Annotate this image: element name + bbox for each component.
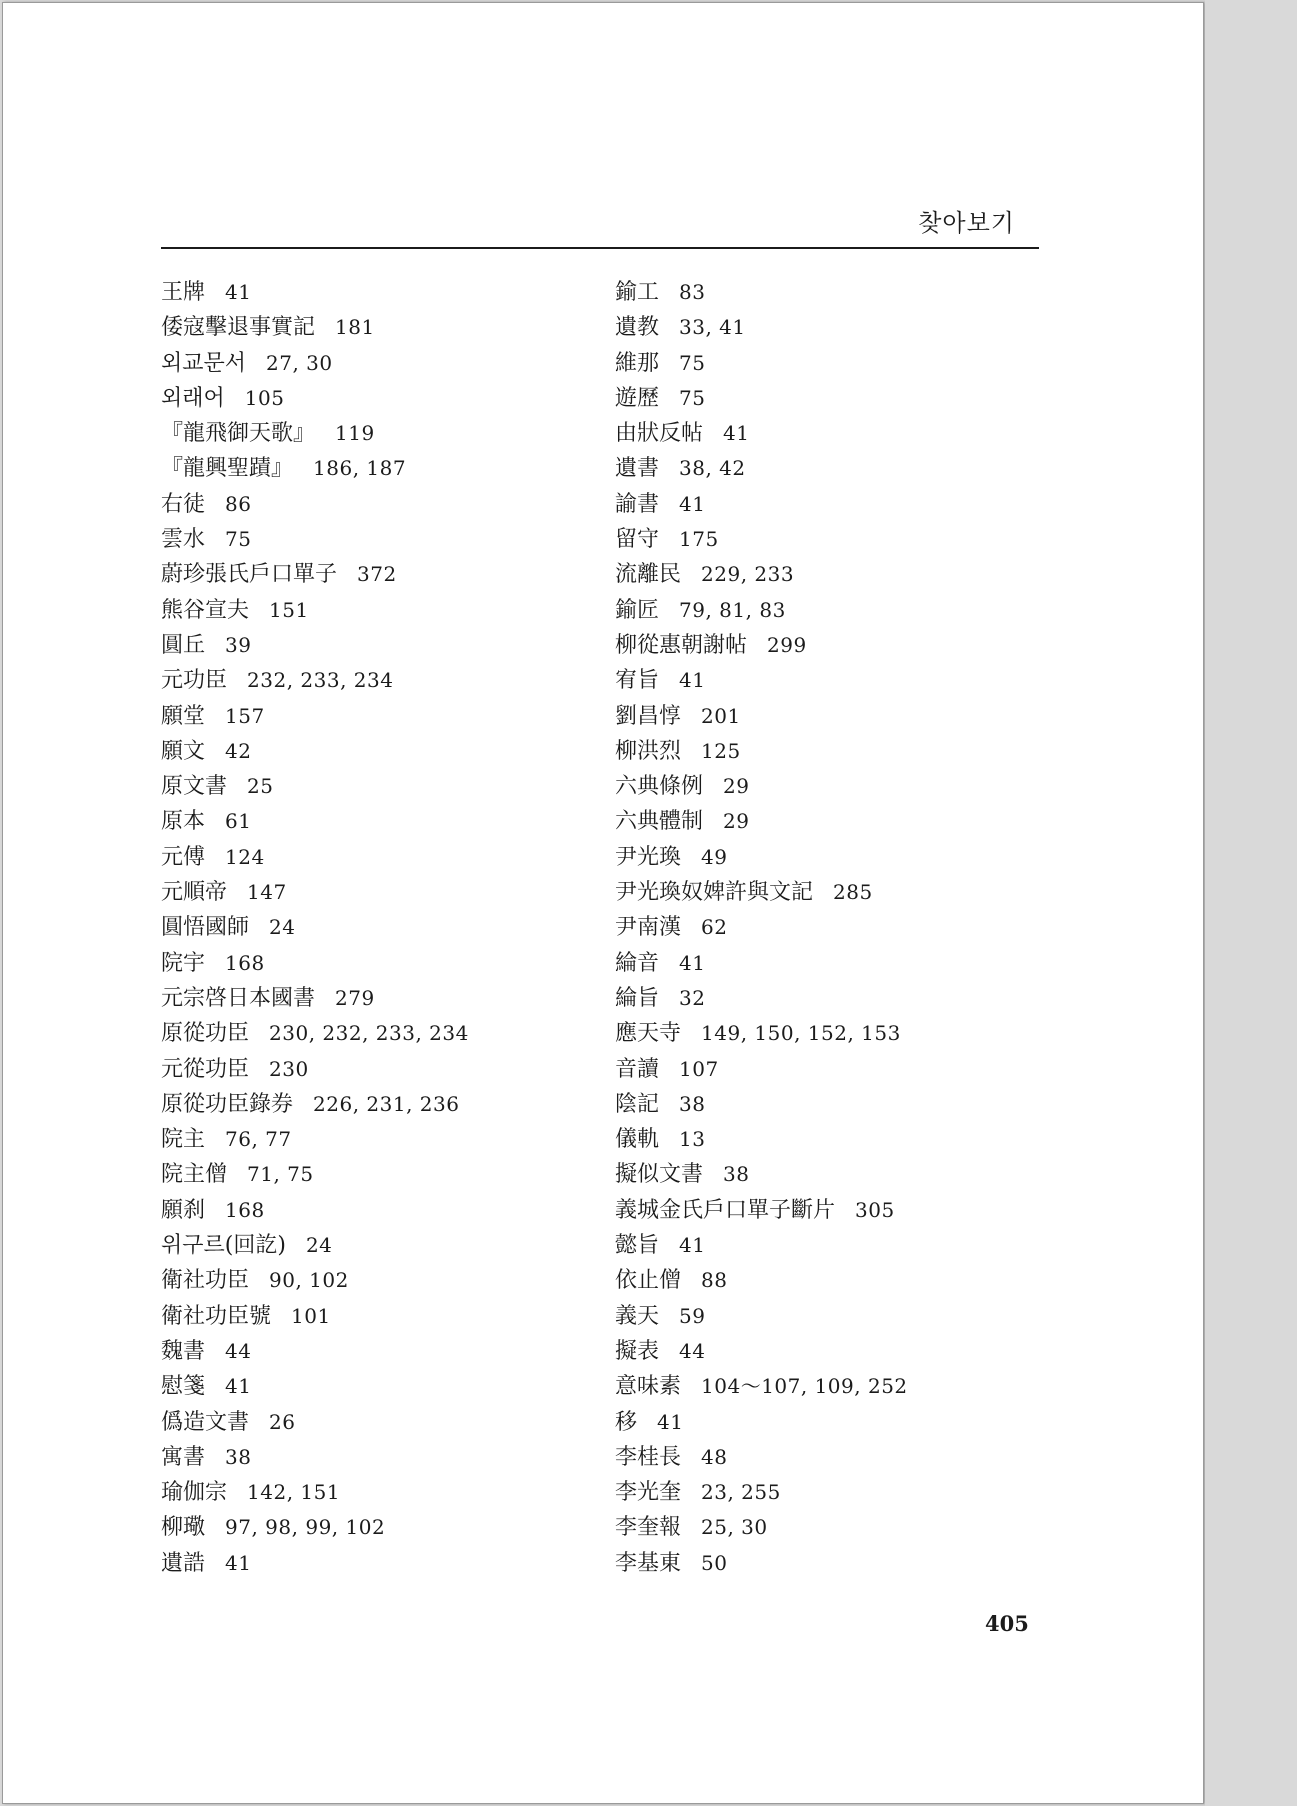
book-page (2, 2, 1204, 1804)
index-term: 擬似文書 (615, 1162, 704, 1188)
index-term: 依止僧 (615, 1268, 682, 1294)
index-entry (161, 1299, 469, 1334)
index-page-refs: 59 (679, 1303, 706, 1328)
index-entry (161, 381, 469, 416)
index-page-refs: 29 (723, 774, 750, 799)
index-term: 意味素 (615, 1374, 682, 1400)
index-entry (161, 1440, 469, 1475)
index-page-refs: 44 (225, 1338, 252, 1363)
index-page-refs: 41 (679, 950, 706, 975)
index-term: 蔚珍張氏戶口單子 (161, 562, 338, 588)
index-term: 義城金氏戶口單子斷片 (615, 1197, 836, 1223)
index-page-refs: 142, 151 (247, 1480, 341, 1505)
index-term: 衛社功臣 (161, 1268, 250, 1294)
index-entry (615, 1405, 908, 1440)
index-term: 王牌 (161, 280, 206, 305)
index-page-refs: 39 (225, 632, 252, 657)
index-term: 尹光瑍 (615, 844, 682, 870)
index-term: 李基東 (615, 1550, 682, 1576)
index-entry (161, 1087, 469, 1122)
index-entry (615, 981, 908, 1016)
index-term: 柳洪烈 (615, 738, 682, 764)
index-entry (615, 1228, 908, 1263)
index-term: 宥旨 (615, 668, 660, 694)
index-entry (615, 557, 908, 592)
index-page-refs: 24 (305, 1233, 333, 1258)
index-page-refs: 50 (701, 1550, 728, 1575)
index-entry (161, 910, 469, 945)
index-term: 외교문서 (161, 350, 247, 376)
index-page-refs: 41 (657, 1409, 684, 1434)
index-entry (161, 1263, 469, 1298)
index-entry (161, 557, 469, 592)
index-entry (161, 1510, 469, 1545)
index-entry (161, 522, 469, 557)
index-page-refs: 41 (723, 421, 750, 446)
index-term: 遺教 (615, 315, 660, 341)
index-term: 音讀 (615, 1056, 660, 1082)
index-entry (161, 1334, 469, 1369)
index-entry (615, 1510, 908, 1545)
index-page-refs: 61 (225, 809, 252, 834)
index-entry (615, 593, 908, 628)
index-term: 劉昌惇 (615, 703, 682, 729)
index-page-refs: 104～107, 109, 252 (701, 1374, 908, 1399)
index-entry (615, 769, 908, 804)
index-page-refs: 157 (225, 703, 265, 728)
index-page-refs: 24 (269, 915, 296, 940)
index-term: 熊谷宣夫 (161, 597, 250, 623)
index-term: 倭寇擊退事實記 (161, 315, 316, 341)
index-entry (615, 1087, 908, 1122)
index-page-refs: 168 (225, 950, 265, 975)
index-page-refs: 201 (701, 703, 741, 728)
index-page-refs: 62 (701, 915, 728, 940)
index-page-refs: 32 (679, 985, 706, 1010)
index-term: 외래어 (161, 385, 225, 411)
index-entry (161, 593, 469, 628)
index-page-refs: 41 (225, 280, 252, 304)
index-term: 遺誥 (161, 1550, 206, 1576)
index-page-refs: 181 (335, 315, 375, 340)
index-entry (161, 628, 469, 663)
index-term: 李奎報 (615, 1515, 682, 1541)
index-entry (615, 875, 908, 910)
index-entry (161, 1369, 469, 1404)
index-page-refs: 26 (269, 1409, 296, 1434)
viewer-background (1205, 0, 1297, 1806)
index-entry (615, 1369, 908, 1404)
index-term: 李光奎 (615, 1480, 682, 1506)
index-term: 雲水 (161, 527, 206, 553)
index-page-refs: 79, 81, 83 (679, 597, 786, 622)
index-term: 尹南漢 (615, 915, 682, 941)
index-entry (615, 522, 908, 557)
index-page-refs: 229, 233 (701, 562, 795, 587)
index-term: 原從功臣錄券 (161, 1091, 294, 1117)
index-page-refs: 88 (701, 1268, 728, 1293)
index-entry (615, 663, 908, 698)
index-entry (161, 275, 469, 310)
index-page-refs: 97, 98, 99, 102 (225, 1515, 386, 1540)
index-term: 元功臣 (161, 668, 228, 694)
index-entry (615, 1475, 908, 1510)
index-entry (615, 699, 908, 734)
index-term: 應天寺 (615, 1021, 682, 1047)
index-page-refs: 151 (269, 597, 309, 622)
index-entry (615, 734, 908, 769)
index-page-refs: 41 (679, 668, 706, 693)
index-term: 尹光瑍奴婢許與文記 (615, 880, 814, 906)
index-page-refs: 124 (225, 844, 265, 869)
index-term: 流離民 (615, 562, 682, 588)
index-entry (161, 734, 469, 769)
index-term: 僞造文書 (161, 1409, 250, 1435)
index-entry (161, 416, 469, 451)
index-entry (615, 628, 908, 663)
index-page-refs: 25, 30 (701, 1515, 768, 1540)
index-term: 元傅 (161, 844, 206, 870)
index-page-refs: 119 (335, 421, 375, 446)
index-term: 諭書 (615, 491, 660, 517)
index-entry (161, 1157, 469, 1192)
index-entry (161, 1475, 469, 1510)
index-term: 院主 (161, 1127, 206, 1153)
index-term: 懿旨 (615, 1233, 660, 1259)
index-page-refs: 27, 30 (266, 350, 333, 375)
index-term: 儀軌 (615, 1127, 660, 1153)
index-page-refs: 299 (767, 632, 807, 657)
index-page-refs: 305 (855, 1197, 895, 1222)
index-term: 柳從惠朝謝帖 (615, 632, 748, 658)
index-page-refs: 86 (225, 491, 252, 516)
index-entry (161, 346, 469, 381)
index-term: 元從功臣 (161, 1056, 250, 1082)
index-page-refs: 279 (335, 985, 375, 1010)
index-entry (161, 663, 469, 698)
index-term: 『龍飛御天歌』 (161, 421, 316, 447)
index-column-right (615, 275, 908, 1581)
index-term: 綸旨 (615, 985, 660, 1011)
index-term: 綸音 (615, 950, 660, 976)
index-entry (615, 1334, 908, 1369)
index-term: 願堂 (161, 703, 206, 729)
index-page-refs: 25 (247, 774, 274, 799)
index-entry (161, 699, 469, 734)
index-page-refs: 41 (225, 1550, 252, 1575)
index-term: 圓悟國師 (161, 915, 250, 941)
index-page-refs: 13 (679, 1127, 706, 1152)
index-page-refs: 230, 232, 233, 234 (269, 1021, 469, 1046)
index-page-refs: 125 (701, 738, 741, 763)
index-term: 院主僧 (161, 1162, 228, 1188)
index-entry (161, 1546, 469, 1581)
index-term: 衛社功臣號 (161, 1303, 272, 1329)
index-page-refs: 285 (833, 880, 873, 905)
index-term: 擬表 (615, 1338, 660, 1364)
index-page-refs: 38 (225, 1444, 252, 1469)
index-column-left (161, 275, 469, 1581)
header-rule (161, 247, 1039, 249)
index-entry (615, 1299, 908, 1334)
index-term: 元順帝 (161, 880, 228, 906)
index-entry (615, 840, 908, 875)
index-term: 魏書 (161, 1338, 206, 1364)
index-page-refs: 41 (225, 1374, 252, 1399)
index-entry (161, 487, 469, 522)
index-entry (615, 1263, 908, 1298)
index-page-refs: 41 (679, 1233, 706, 1258)
index-page-refs: 232, 233, 234 (247, 668, 394, 693)
index-entry (615, 1016, 908, 1051)
index-page-refs: 175 (679, 527, 719, 552)
index-term: 原文書 (161, 774, 228, 800)
index-term: 遊歷 (615, 385, 660, 411)
index-term: 慰箋 (161, 1374, 206, 1400)
index-entry (161, 310, 469, 345)
index-page-refs: 101 (291, 1303, 331, 1328)
index-entry (161, 1016, 469, 1051)
index-entry (615, 1546, 908, 1581)
index-term: 瑜伽宗 (161, 1480, 228, 1506)
index-term: 留守 (615, 527, 660, 553)
index-entry (615, 310, 908, 345)
index-page-refs: 33, 41 (679, 315, 746, 340)
index-entry (615, 910, 908, 945)
index-entry (161, 1122, 469, 1157)
index-entry (161, 1405, 469, 1440)
index-page-refs: 38 (723, 1162, 750, 1187)
index-term: 六典體制 (615, 809, 704, 835)
index-page-refs: 83 (679, 280, 706, 304)
index-page-refs: 149, 150, 152, 153 (701, 1021, 901, 1046)
index-entry (615, 1440, 908, 1475)
index-page-refs: 168 (225, 1197, 265, 1222)
index-term: 遺書 (615, 456, 660, 482)
index-entry (161, 981, 469, 1016)
index-term: 元宗啓日本國書 (161, 985, 316, 1011)
index-page-refs: 48 (701, 1444, 728, 1469)
index-entry (615, 1157, 908, 1192)
index-page-refs: 44 (679, 1338, 706, 1363)
index-page-refs: 226, 231, 236 (313, 1091, 460, 1116)
index-page-refs: 230 (269, 1056, 309, 1081)
index-entry (161, 769, 469, 804)
index-term: 移 (615, 1409, 638, 1435)
index-page-refs: 75 (225, 527, 252, 552)
index-entry (161, 1193, 469, 1228)
index-entry (161, 804, 469, 839)
index-entry (615, 275, 908, 310)
index-term: 圓丘 (161, 632, 206, 658)
index-term: 鍮工 (615, 280, 660, 305)
index-term: 右徒 (161, 491, 206, 517)
index-page-refs: 71, 75 (247, 1162, 314, 1187)
index-term: 由狀反帖 (615, 421, 704, 447)
index-entry (615, 1122, 908, 1157)
index-page-refs: 147 (247, 880, 287, 905)
index-page-refs: 49 (701, 844, 728, 869)
index-page-refs: 41 (679, 491, 706, 516)
index-term: 院宇 (161, 950, 206, 976)
index-page-refs: 75 (679, 385, 706, 410)
index-entry (615, 381, 908, 416)
index-page-refs: 372 (357, 562, 397, 587)
index-page-refs: 90, 102 (269, 1268, 349, 1293)
index-page-refs: 105 (244, 385, 285, 410)
index-page-refs: 107 (679, 1056, 719, 1081)
index-entry (615, 487, 908, 522)
index-term: 原從功臣 (161, 1021, 250, 1047)
running-head: 찾아보기 (918, 209, 1015, 237)
index-entry (615, 804, 908, 839)
index-entry (161, 1052, 469, 1087)
index-page-refs: 38 (679, 1091, 706, 1116)
index-page-refs: 42 (225, 738, 252, 763)
index-entry (161, 875, 469, 910)
index-term: 陰記 (615, 1091, 660, 1117)
index-page-refs: 29 (723, 809, 750, 834)
index-term: 原本 (161, 809, 206, 835)
index-entry (615, 1052, 908, 1087)
index-term: 六典條例 (615, 774, 704, 800)
index-entry (161, 1228, 469, 1263)
index-entry (615, 346, 908, 381)
index-term: 願文 (161, 738, 206, 764)
index-term: 위구르(回訖) (161, 1233, 286, 1259)
index-term: 李桂長 (615, 1444, 682, 1470)
index-entry (615, 946, 908, 981)
index-term: 維那 (615, 350, 660, 376)
index-term: 柳璥 (161, 1515, 206, 1541)
index-entry (615, 451, 908, 486)
index-entry (161, 840, 469, 875)
index-term: 『龍興聖蹟』 (161, 456, 294, 482)
index-page-refs: 76, 77 (225, 1127, 292, 1152)
index-entry (161, 946, 469, 981)
index-page-refs: 75 (679, 350, 706, 375)
page-number: 405 (985, 1611, 1029, 1636)
index-term: 義天 (615, 1303, 660, 1329)
index-term: 鍮匠 (615, 597, 660, 623)
index-page-refs: 186, 187 (313, 456, 407, 481)
index-term: 願刹 (161, 1197, 206, 1223)
index-entry (615, 416, 908, 451)
index-entry (615, 1193, 908, 1228)
index-entry (161, 451, 469, 486)
index-page-refs: 38, 42 (679, 456, 746, 481)
index-page-refs: 23, 255 (701, 1480, 781, 1505)
index-term: 寓書 (161, 1444, 206, 1470)
